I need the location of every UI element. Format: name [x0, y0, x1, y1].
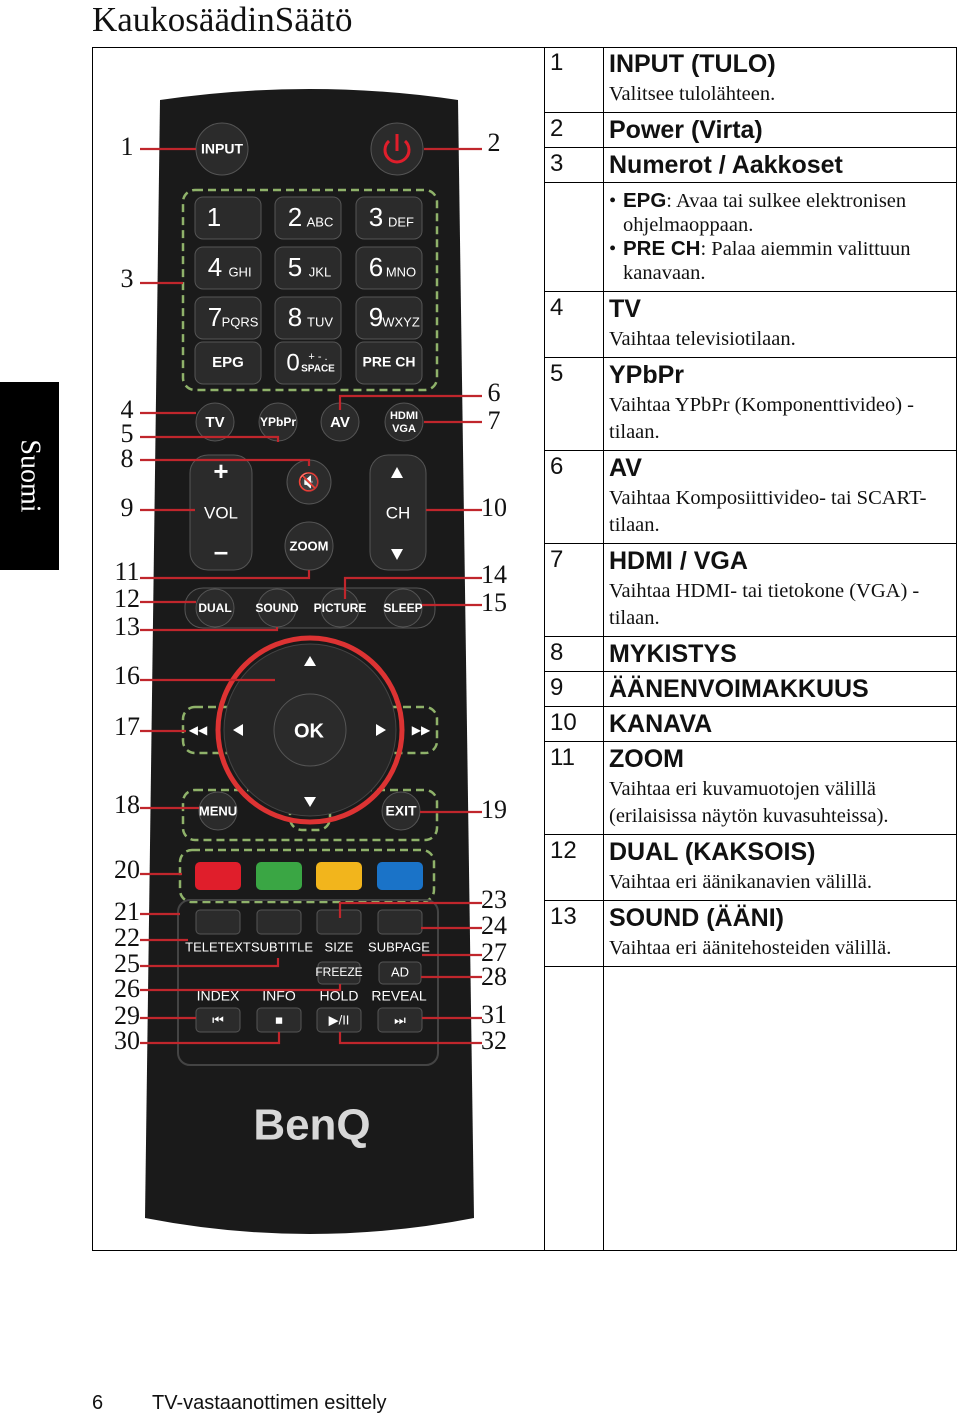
stop-icon: ■	[275, 1012, 283, 1028]
bullet-text: : Avaa tai sulkee elektronisen ohjelmaoppaan.	[623, 190, 907, 236]
ok-button-label: OK	[294, 720, 324, 743]
row-number: 10	[550, 709, 577, 736]
callout-number: 14	[481, 559, 507, 589]
bullet-item	[609, 237, 951, 285]
table-row	[544, 113, 957, 148]
row-heading: AV	[609, 454, 642, 482]
green-button	[256, 862, 302, 890]
number-key	[195, 197, 261, 239]
table-row	[544, 707, 957, 742]
picture-button-label: PICTURE	[313, 601, 367, 616]
volume-label: VOL	[203, 503, 239, 523]
input-button-label: INPUT	[201, 140, 243, 157]
number-key-digit: 4	[207, 251, 223, 282]
exit-button-label: EXIT	[385, 802, 417, 819]
callout-number: 28	[481, 961, 507, 991]
next-icon: ⏭	[394, 1012, 406, 1028]
bullet-key: PRE CH	[623, 237, 701, 260]
table-row	[544, 835, 957, 901]
teletext-key	[378, 910, 422, 934]
hold-label: HOLD	[319, 987, 359, 1004]
callout-number: 31	[481, 999, 507, 1029]
callout-number: 6	[487, 377, 501, 407]
table-row	[544, 358, 957, 451]
prev-icon: ⏮	[212, 1012, 224, 1028]
callout-number: 30	[114, 1025, 140, 1055]
ypbpr-button-label: YPbPr	[259, 415, 297, 430]
number-key-digit: 2	[287, 201, 303, 232]
size-label: SIZE	[324, 939, 354, 955]
language-tab-label: Suomi	[14, 439, 46, 513]
number-key-digit: 8	[287, 301, 303, 332]
number-key-letters: ABC	[306, 214, 334, 230]
number-key-digit: 6	[368, 251, 384, 282]
row-description: Vaihtaa eri äänitehosteiden välillä.	[609, 937, 892, 959]
page-number: 6	[92, 1392, 104, 1414]
table-row	[544, 742, 957, 835]
row-description: Valitsee tulolähteen.	[609, 83, 776, 105]
number-key-letters: GHI	[228, 264, 252, 280]
row-number: 7	[550, 546, 564, 573]
row-description: Vaihtaa HDMI- tai tietokone (VGA) -tilaan.	[609, 580, 920, 629]
callout-number: 17	[114, 711, 140, 741]
row-heading: INPUT (TULO)	[609, 50, 776, 78]
yellow-button	[316, 862, 362, 890]
footer-text: TV-vastaanottimen esittely	[152, 1392, 387, 1414]
tv-button-label: TV	[205, 413, 225, 431]
red-button	[195, 862, 241, 890]
callout-number: 15	[481, 587, 507, 617]
callout-number: 1	[120, 131, 134, 161]
zero-key-digit: 0	[286, 349, 300, 377]
play-pause-icon: ▶/II	[328, 1012, 350, 1028]
callout-number: 32	[481, 1025, 507, 1055]
epg-button-label: EPG	[212, 353, 244, 371]
callout-number: 9	[120, 492, 134, 522]
bullet-text: : Palaa aiemmin valittuun kanavaan.	[623, 238, 911, 284]
sound-button-label: SOUND	[255, 601, 299, 616]
callout-number: 5	[120, 418, 134, 448]
callout-number: 12	[114, 583, 140, 613]
row-number: 12	[550, 837, 577, 864]
row-number: 11	[550, 744, 575, 771]
callout-number: 8	[120, 443, 134, 473]
callout-number: 23	[481, 884, 507, 914]
number-key-letters: MNO	[385, 264, 417, 280]
table-row	[544, 292, 957, 358]
info-label: INFO	[262, 987, 296, 1004]
table-row	[544, 637, 957, 672]
table-row	[544, 672, 957, 707]
row-number: 13	[550, 903, 577, 930]
callout-number: 7	[487, 405, 501, 435]
subtitle-label: SUBTITLE	[250, 939, 314, 955]
row-description: Vaihtaa Komposiittivideo- tai SCART-tilaan.	[609, 487, 927, 536]
callout-number: 4	[120, 394, 134, 424]
callout-number: 20	[114, 854, 140, 884]
row-heading: MYKISTYS	[609, 640, 737, 668]
row-number: 4	[550, 294, 564, 321]
row-description: Vaihtaa televisiotilaan.	[609, 328, 796, 350]
prech-button-label: PRE CH	[362, 353, 416, 370]
number-key-letters: WXYZ	[382, 314, 420, 330]
number-key-letters: TUV	[307, 314, 333, 330]
blue-button	[377, 862, 423, 890]
number-key-letters: DEF	[388, 214, 414, 230]
button-description-table	[544, 47, 957, 967]
mute-icon: 🔇	[297, 471, 321, 492]
subpage-label: SUBPAGE	[368, 939, 430, 955]
row-heading: SOUND (ÄÄNI)	[609, 904, 784, 932]
row-heading: YPbPr	[609, 361, 685, 389]
bullet-item	[609, 189, 951, 237]
callout-number: 11	[114, 556, 140, 586]
freeze-label: FREEZE	[315, 965, 363, 980]
dual-button-label: DUAL	[198, 601, 232, 616]
callout-number: 27	[481, 937, 507, 967]
row-number: 6	[550, 453, 564, 480]
index-label: INDEX	[196, 987, 240, 1004]
callout-number: 24	[481, 910, 507, 940]
table-row	[544, 183, 957, 292]
callout-number: 22	[114, 922, 140, 952]
table-row	[544, 901, 957, 967]
row-description: Vaihtaa eri äänikanavien välillä.	[609, 871, 872, 893]
row-description: Vaihtaa eri kuvamuotojen välillä (erilaisissa näytön kuvasuhteissa).	[609, 778, 889, 827]
callout-number: 19	[481, 794, 507, 824]
number-key-digit: 5	[287, 251, 303, 282]
row-heading: Power (Virta)	[609, 116, 763, 144]
row-heading: Numerot / Aakkoset	[609, 151, 843, 179]
language-tab	[0, 382, 59, 570]
callout-number: 13	[114, 611, 140, 641]
reveal-label: REVEAL	[371, 987, 427, 1004]
row-number: 9	[550, 674, 564, 701]
callout-number: 10	[481, 492, 507, 522]
table-row	[544, 544, 957, 637]
teletext-key	[196, 910, 240, 934]
bullet-list	[609, 183, 957, 291]
callout-number: 21	[114, 896, 140, 926]
row-number: 3	[550, 150, 564, 177]
row-heading: DUAL (KAKSOIS)	[609, 838, 816, 866]
forward-icon: ▶▶	[411, 723, 431, 738]
callout-number: 3	[120, 263, 134, 293]
remote-body	[145, 89, 474, 1234]
teletext-key	[257, 910, 301, 934]
callout-number: 2	[487, 127, 501, 157]
callout-number: 26	[114, 973, 140, 1003]
row-description: Vaihtaa YPbPr (Komponenttivideo) -tilaan.	[609, 394, 914, 443]
number-key-digit: 9	[368, 301, 384, 332]
rewind-icon: ◀◀	[188, 723, 208, 738]
row-heading: TV	[609, 295, 641, 323]
zero-key-symbols: + - .	[308, 350, 328, 363]
page-title: KaukosäädinSäätö	[92, 0, 353, 39]
row-number: 1	[550, 49, 564, 76]
number-key-letters: PQRS	[221, 314, 259, 330]
callout-number: 18	[114, 789, 140, 819]
av-button-label: AV	[330, 413, 350, 431]
ad-label: AD	[390, 964, 410, 980]
row-heading: ZOOM	[609, 745, 684, 773]
row-number: 2	[550, 115, 564, 142]
channel-label: CH	[385, 503, 411, 523]
row-heading: KANAVA	[609, 710, 713, 738]
row-number: 8	[550, 639, 564, 666]
volume-minus: –	[213, 535, 229, 566]
remote-control-illustration	[93, 48, 544, 1248]
menu-button-label: MENU	[198, 803, 238, 819]
zero-key-space: SPACE	[301, 363, 335, 375]
row-number: 5	[550, 360, 564, 387]
teletext-label: TELETEXT	[185, 939, 251, 955]
sleep-button-label: SLEEP	[383, 601, 423, 616]
number-key-digit: 7	[207, 301, 223, 332]
number-key-letters: JKL	[308, 264, 332, 280]
number-key-digit: 3	[368, 201, 384, 232]
bullet-key: EPG	[623, 189, 667, 212]
vga-label: VGA	[392, 422, 416, 435]
table-row	[544, 148, 957, 183]
table-row	[544, 47, 957, 113]
callout-number: 25	[114, 948, 140, 978]
callout-number: 29	[114, 1000, 140, 1030]
table-row	[544, 451, 957, 544]
volume-plus: +	[213, 455, 229, 486]
zoom-button-label: ZOOM	[289, 538, 329, 554]
row-heading: ÄÄNENVOIMAKKUUS	[609, 675, 869, 703]
callout-number: 16	[114, 660, 140, 690]
benq-logo: BenQ	[253, 1100, 371, 1150]
number-key-digit: 1	[206, 201, 222, 232]
hdmi-label: HDMI	[389, 409, 419, 422]
row-heading: HDMI / VGA	[609, 547, 748, 575]
